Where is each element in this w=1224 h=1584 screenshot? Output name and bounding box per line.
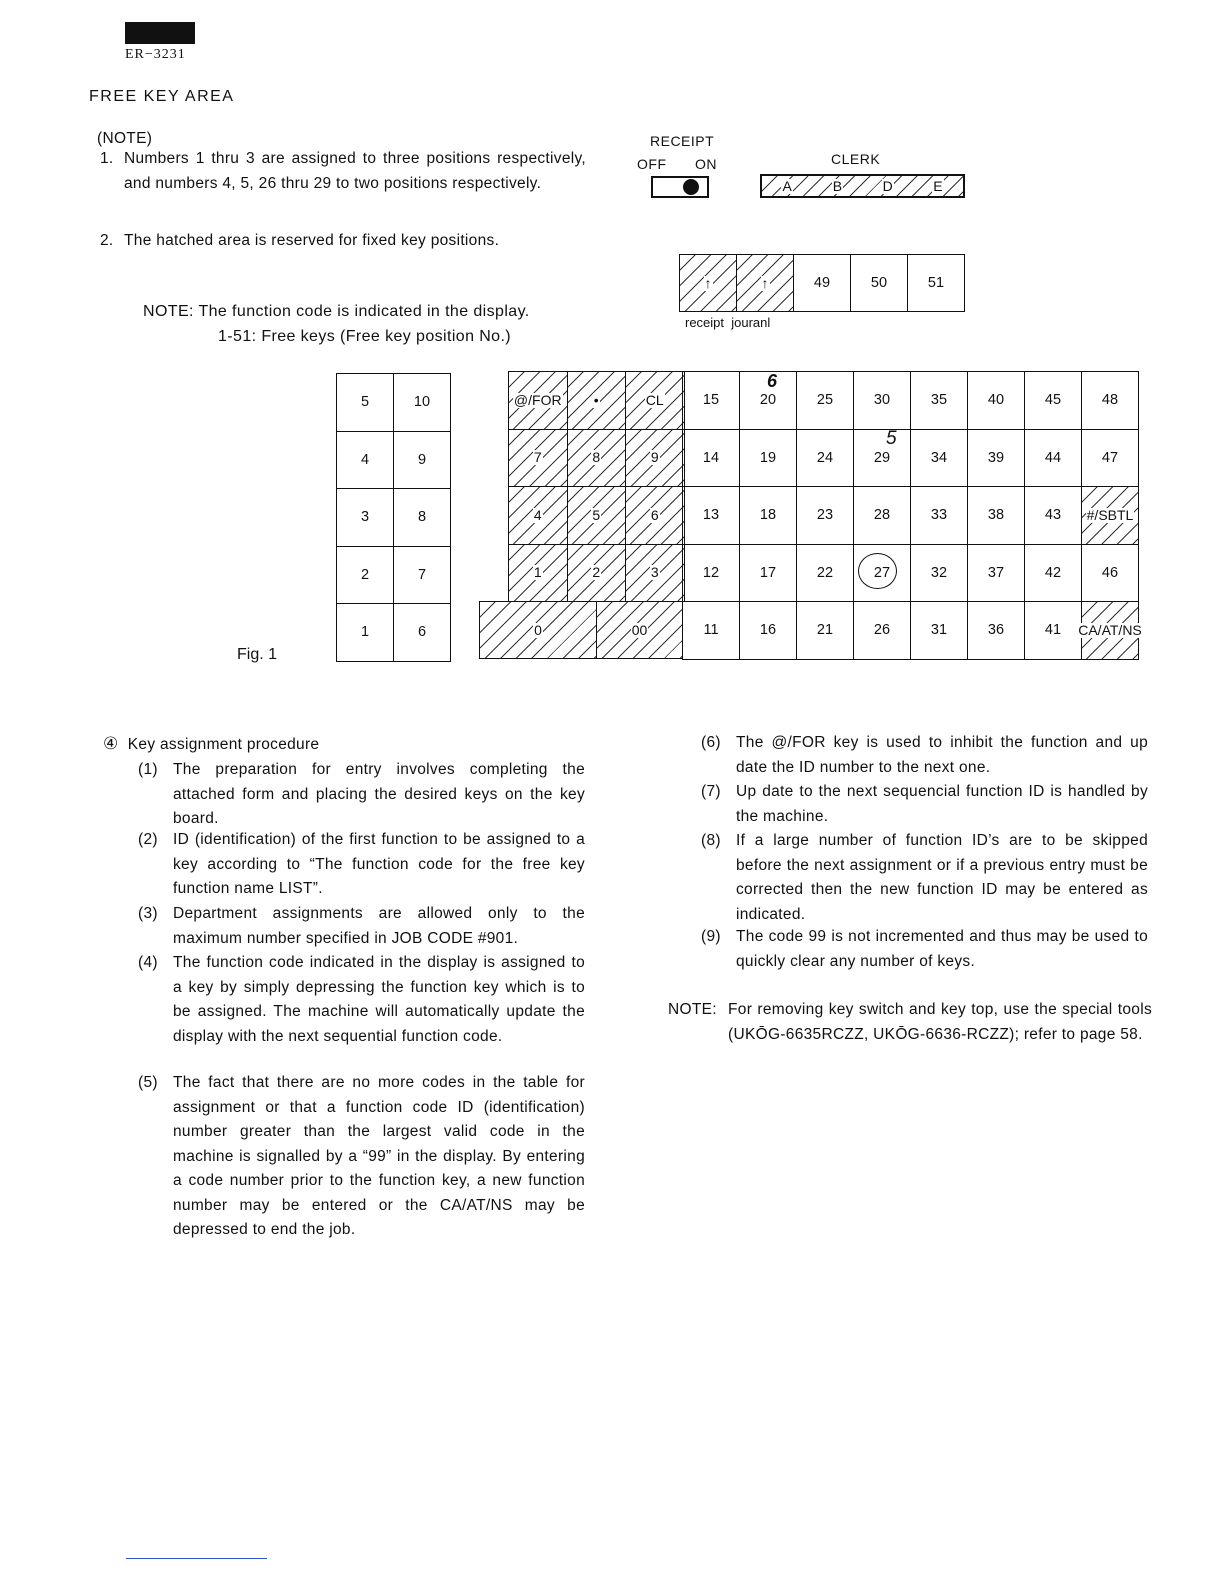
removal-note: NOTE: For removing key switch and key top, use the special tools (UKŌG-6635RCZZ, UKŌG-6636-RCZZ); refer to page 58. [668,1001,1152,1043]
receipt-label: RECEIPT [650,133,715,149]
procedure-step-1: (1) The preparation for entry involves completing the attached form and placing the desired keys on the key board. [138,761,585,827]
free-key-36-label: 36 [987,622,1005,639]
on-label: ON [695,156,717,172]
free-key-38[interactable] [967,486,1025,545]
free-key-18-label: 18 [759,507,777,524]
free-key-34-label: 34 [930,449,948,466]
free-key-49[interactable]: 49 [793,254,851,312]
note-item-1: 1. Numbers 1 thru 3 are assigned to three positions respectively, and numbers 4, 5, 26 thru 29 to two positions respectively. [100,150,586,192]
handwritten-mark-20: 6 [767,371,778,391]
fixed-key-8[interactable] [567,429,627,488]
clerk-label: CLERK [831,151,881,167]
free-key-23-label: 23 [816,507,834,524]
note-heading: (NOTE) [97,130,153,147]
free-key-39-label: 39 [987,449,1005,466]
free-key-40-label: 40 [987,392,1005,409]
free-key-14[interactable] [682,429,740,488]
fixed-key-caatns-label: CA/AT/NS [1078,621,1142,638]
free-key-24[interactable] [796,429,854,488]
fixed-key-sbtl-label: #/SBTL [1086,506,1134,523]
free-key-25-label: 25 [816,392,834,409]
free-key-42[interactable] [1024,544,1082,603]
free-key-9-label: 9 [417,451,427,468]
free-key-50[interactable]: 50 [850,254,908,312]
free-key-44[interactable] [1024,429,1082,488]
receipt-switch[interactable] [651,176,709,198]
fixed-key-7-label: 7 [533,449,542,466]
free-key-14-label: 14 [702,449,720,466]
free-key-7[interactable] [393,546,451,605]
free-key-24-label: 24 [816,449,834,466]
fixed-key-cl[interactable] [625,371,685,430]
free-key-3-label: 3 [360,509,370,526]
fixed-key-2[interactable] [567,544,627,603]
handwritten-circle-27 [858,553,897,589]
free-key-31-label: 31 [930,622,948,639]
clerk-key-e[interactable]: E [933,177,943,194]
free-key-21-label: 21 [816,622,834,639]
free-key-30-label: 30 [873,392,891,409]
free-key-8-label: 8 [417,509,427,526]
free-key-4-label: 4 [360,451,370,468]
procedure-step-6: (6) The @/FOR key is used to inhibit the function and up date the ID number to the next one. [701,734,1148,776]
free-key-5-label: 5 [360,394,370,411]
fixed-key-for[interactable] [508,371,568,430]
free-key-51[interactable]: 51 [907,254,965,312]
free-key-10[interactable] [393,373,451,432]
free-key-16-label: 16 [759,622,777,639]
bottom-rule [126,1558,267,1559]
fixed-key-for-label: @/FOR [513,391,562,408]
fixed-key-point[interactable] [567,371,627,430]
fixed-key-cl-label: CL [645,391,664,408]
free-key-8[interactable] [393,488,451,547]
procedure-step-4: (4) The function code indicated in the display is assigned to a key by simply depressing the function key which is to be assigned. The machine will automatically update the display with the next sequential function code. [138,954,585,1045]
free-key-21[interactable] [796,601,854,660]
free-key-22[interactable] [796,544,854,603]
fixed-key-5[interactable] [567,486,627,545]
free-key-2[interactable] [336,546,394,605]
off-label: OFF [637,156,667,172]
paper-feed-labels: receipt jouranl [685,315,771,330]
fixed-key-6[interactable] [625,486,685,545]
free-key-1[interactable] [336,603,394,662]
key-0[interactable]: 0 [479,601,597,659]
free-key-7-label: 7 [417,566,427,583]
free-key-25[interactable] [796,371,854,430]
free-key-39[interactable] [967,429,1025,488]
free-key-3[interactable] [336,488,394,547]
free-key-28-label: 28 [873,507,891,524]
receipt-switch-knob[interactable] [683,179,699,195]
fixed-key-2-label: 2 [592,564,601,581]
free-key-22-label: 22 [816,564,834,581]
free-key-12[interactable] [682,544,740,603]
journal-feed-key[interactable]: ↑ [736,254,794,312]
free-key-42-label: 42 [1044,564,1062,581]
note-item-2: 2. The hatched area is reserved for fixed key positions. [100,232,500,249]
fixed-key-4-label: 4 [533,506,542,523]
clerk-key-d[interactable]: D [882,177,893,194]
free-key-18[interactable] [739,486,797,545]
model-number: ER−3231 [125,47,186,62]
fixed-key-9-label: 9 [650,449,659,466]
key-00[interactable]: 00 [596,601,683,659]
fixed-key-point-label: • [593,391,599,408]
free-key-47[interactable] [1081,429,1139,488]
free-key-30[interactable] [853,371,911,430]
fixed-key-3[interactable] [625,544,685,603]
free-key-33-label: 33 [930,507,948,524]
free-key-48[interactable] [1081,371,1139,430]
free-key-2-label: 2 [360,566,370,583]
free-key-29[interactable] [853,429,911,488]
fixed-key-1[interactable] [508,544,568,603]
free-key-45[interactable] [1024,371,1082,430]
procedure-step-9: (9) The code 99 is not incremented and thus may be used to quickly clear any number of keys. [701,928,1148,970]
free-key-13[interactable] [682,486,740,545]
clerk-key-strip [760,174,965,198]
free-key-48-label: 48 [1101,392,1119,409]
fixed-key-1-label: 1 [533,564,542,581]
free-key-32[interactable] [910,544,968,603]
figure-note: NOTE: The function code is indicated in the display. 1-51: Free keys (Free key position No.) [143,303,530,345]
free-key-35[interactable] [910,371,968,430]
procedure-step-3: (3) Department assignments are allowed only to the maximum number specified in JOB CODE #901. [138,905,585,947]
fixed-key-caatns[interactable] [1078,601,1142,660]
free-key-29-label: 29 [873,449,891,466]
free-key-36[interactable] [967,601,1025,660]
free-key-13-label: 13 [702,507,720,524]
free-key-31[interactable] [910,601,968,660]
fixed-key-3-label: 3 [650,564,659,581]
free-key-35-label: 35 [930,392,948,409]
free-key-19-label: 19 [759,449,777,466]
free-key-28[interactable] [853,486,911,545]
free-key-27-label: 27 [873,564,891,581]
free-key-23[interactable] [796,486,854,545]
procedure-step-5: (5) The fact that there are no more codes in the table for assignment or that a function code ID (identification) number greater than the largest valid code in the machine is signalled by a “99” in the display. By entering a code number prior to the function key, a new function number may be entered or the CA/AT/NS may be depressed to end the job. [138,1074,585,1238]
free-key-20-label: 20 [759,392,777,409]
section-title: FREE KEY AREA [89,88,235,105]
figure-label: Fig. 1 [237,646,278,663]
free-key-33[interactable] [910,486,968,545]
clerk-key-b[interactable]: B [832,177,843,194]
fixed-key-5-label: 5 [592,506,601,523]
free-key-41-label: 41 [1044,622,1062,639]
fixed-key-7[interactable] [508,429,568,488]
free-key-26[interactable] [853,601,911,660]
free-key-10-label: 10 [413,394,431,411]
free-key-5[interactable] [336,373,394,432]
free-key-43[interactable] [1024,486,1082,545]
receipt-feed-key[interactable]: ↑ [679,254,737,312]
free-key-15[interactable] [682,371,740,430]
free-key-16[interactable] [739,601,797,660]
free-key-12-label: 12 [702,564,720,581]
free-key-9[interactable] [393,431,451,490]
free-key-19[interactable] [739,429,797,488]
free-key-34[interactable] [910,429,968,488]
model-label-block [125,22,195,44]
free-key-26-label: 26 [873,622,891,639]
free-key-32-label: 32 [930,564,948,581]
free-key-45-label: 45 [1044,392,1062,409]
free-key-6[interactable] [393,603,451,662]
free-key-4[interactable] [336,431,394,490]
fixed-key-6-label: 6 [650,506,659,523]
clerk-key-a[interactable]: A [782,177,792,194]
free-key-11[interactable] [682,601,740,660]
free-key-17[interactable] [739,544,797,603]
free-key-46-label: 46 [1101,564,1119,581]
procedure-heading: ④ Key assignment procedure [103,734,320,753]
free-key-15-label: 15 [702,392,720,409]
free-key-47-label: 47 [1101,449,1119,466]
free-key-17-label: 17 [759,564,777,581]
free-key-40[interactable] [967,371,1025,430]
free-key-46[interactable] [1081,544,1139,603]
free-key-11-label: 11 [703,622,719,639]
procedure-step-8: (8) If a large number of function ID’s are to be skipped before the next assignment or if a previous entry must be corrected then the new function ID may be entered as indicated. [701,832,1148,923]
free-key-6-label: 6 [417,624,427,641]
free-key-43-label: 43 [1044,507,1062,524]
free-key-37-label: 37 [987,564,1005,581]
free-key-1-label: 1 [360,624,370,641]
procedure-step-7: (7) Up date to the next sequencial function ID is handled by the machine. [701,783,1148,825]
free-key-38-label: 38 [987,507,1005,524]
procedure-step-2: (2) ID (identification) of the first function to be assigned to a key according to “The function code for the free key function name LIST”. [138,831,585,897]
fixed-key-4[interactable] [508,486,568,545]
fixed-key-9[interactable] [625,429,685,488]
fixed-key-8-label: 8 [592,449,601,466]
free-key-41[interactable] [1024,601,1082,660]
fixed-key-sbtl[interactable] [1081,486,1139,545]
free-key-44-label: 44 [1044,449,1062,466]
handwritten-mark-29: 5 [886,428,897,449]
free-key-37[interactable] [967,544,1025,603]
